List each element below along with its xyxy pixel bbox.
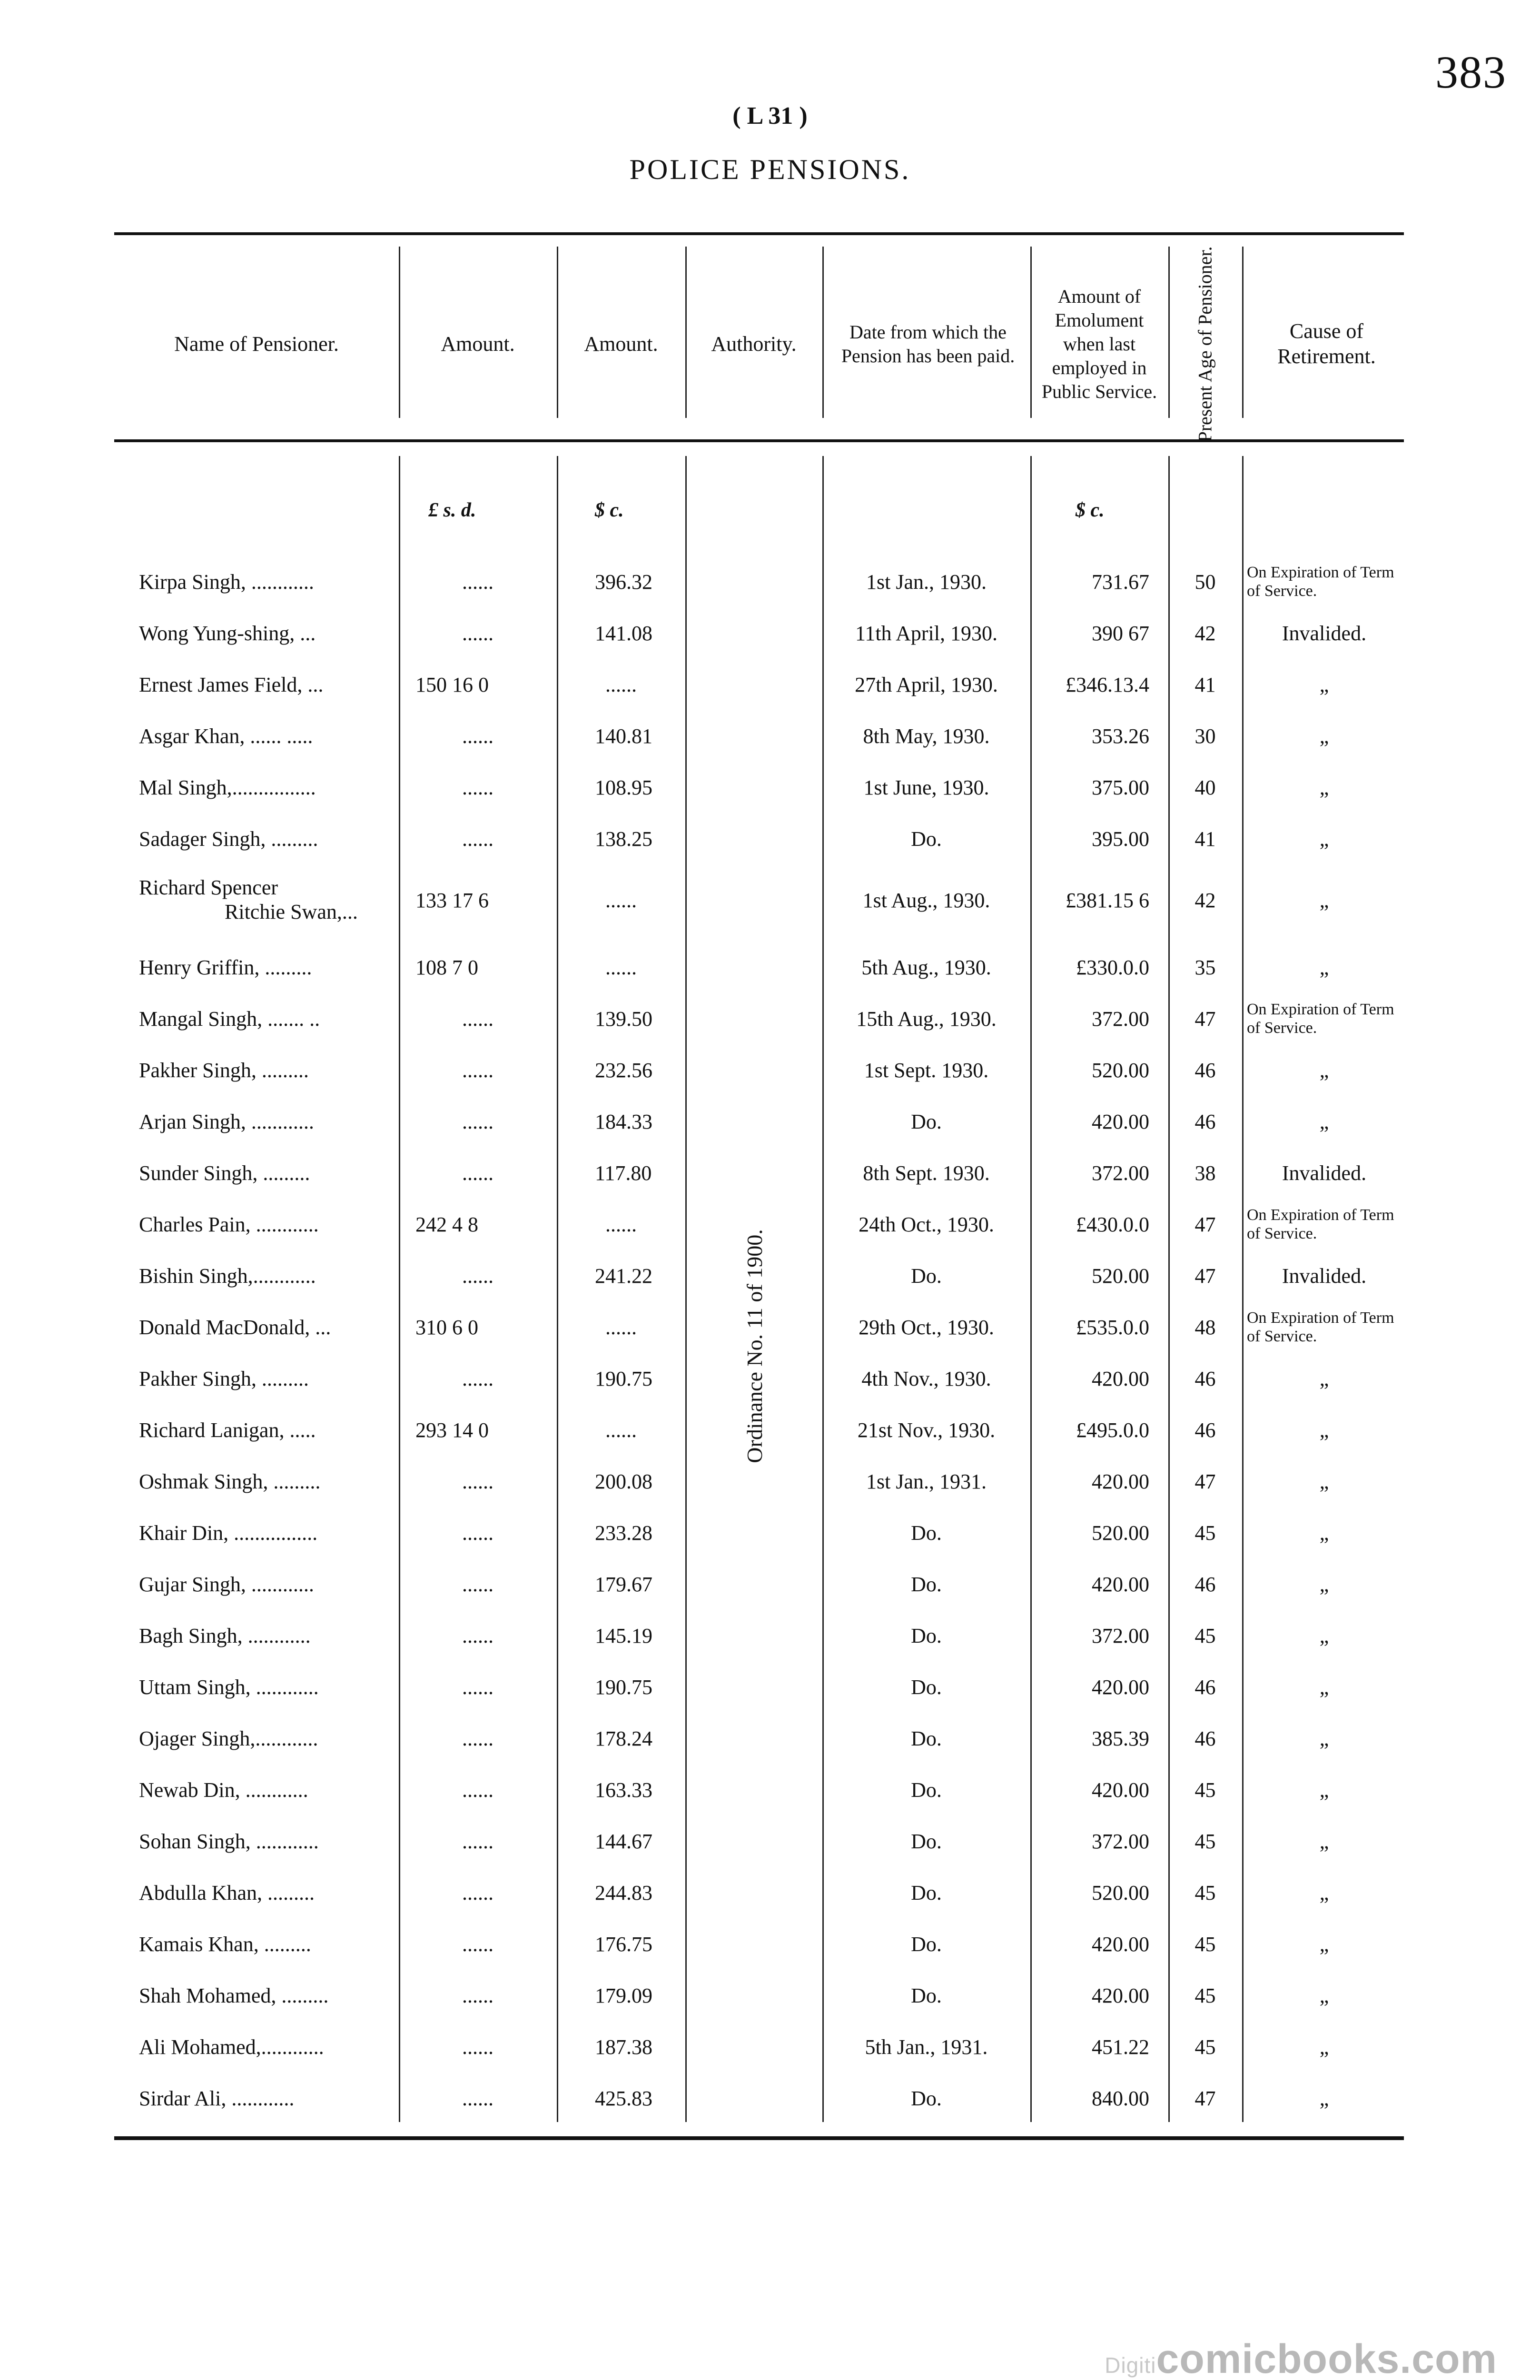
cell-name: Pakher Singh, ......... — [139, 1058, 309, 1082]
cell-name: Kamais Khan, ......... — [139, 1932, 311, 1956]
cell-amount-dollars: ...... — [605, 888, 637, 912]
cell-emolument: 520.00 — [1092, 1881, 1149, 1904]
cell-cause: „ — [1319, 1881, 1329, 1904]
cell-age: 46 — [1194, 1726, 1216, 1750]
cell-cause: Invalided. — [1282, 1161, 1367, 1185]
cell-name: Gujar Singh, ............ — [139, 1572, 314, 1596]
cell-amount-dollars: 241.22 — [595, 1264, 652, 1288]
cell-name: Bagh Singh, ............ — [139, 1624, 311, 1647]
cell-date-paid: Do. — [911, 1572, 942, 1596]
cell-amount-dollars: 117.80 — [595, 1161, 652, 1185]
cell-amount-lsd: 293 14 0 — [415, 1418, 489, 1442]
cell-amount-lsd: 133 17 6 — [415, 888, 489, 912]
cell-date-paid: 1st Jan., 1930. — [866, 570, 987, 594]
table-top-rule — [114, 232, 1404, 235]
cell-date-paid: Do. — [911, 1983, 942, 2007]
cell-amount-lsd: ...... — [462, 2035, 494, 2059]
cell-emolument: £430.0.0 — [1076, 1212, 1149, 1236]
cell-date-paid: 1st Aug., 1930. — [862, 888, 990, 912]
cell-emolument: £535.0.0 — [1076, 1315, 1149, 1339]
cell-date-paid: 4th Nov., 1930. — [861, 1367, 991, 1390]
cell-emolument: 420.00 — [1092, 1675, 1149, 1699]
cell-age: 45 — [1194, 1881, 1216, 1904]
header-amount-lsd: Amount. — [441, 332, 515, 356]
cell-emolument: 372.00 — [1092, 1624, 1149, 1647]
cell-date-paid: Do. — [911, 1264, 942, 1288]
cell-amount-dollars: 425.83 — [595, 2086, 652, 2110]
cell-name: Khair Din, ................ — [139, 1521, 318, 1545]
cell-name: Mangal Singh, ....... .. — [139, 1007, 320, 1031]
cell-cause: „ — [1319, 1367, 1329, 1390]
table-row — [114, 659, 1404, 710]
cell-age: 45 — [1194, 1521, 1216, 1545]
cell-cause: „ — [1319, 1932, 1329, 1956]
cell-emolument: 420.00 — [1092, 1932, 1149, 1956]
cell-cause: „ — [1319, 955, 1329, 979]
cell-emolument: £346.13.4 — [1066, 673, 1149, 696]
table-row — [114, 1404, 1404, 1456]
header-date-paid: Date from which the Pension has been paid. — [841, 321, 1015, 367]
cell-cause: Invalided. — [1282, 621, 1367, 645]
cell-date-paid: Do. — [911, 827, 942, 851]
cell-age: 48 — [1194, 1315, 1216, 1339]
cell-emolument: 520.00 — [1092, 1521, 1149, 1545]
cell-cause: „ — [1319, 1624, 1329, 1647]
cell-date-paid: Do. — [911, 1932, 942, 1956]
cell-amount-lsd: ...... — [462, 1932, 494, 1956]
cell-name: Sadager Singh, ......... — [139, 827, 318, 851]
cell-amount-dollars: 138.25 — [595, 827, 652, 851]
cell-amount-lsd: ...... — [462, 1881, 494, 1904]
cell-emolument: 420.00 — [1092, 1983, 1149, 2007]
cell-amount-lsd: ...... — [462, 1161, 494, 1185]
cell-amount-lsd: ...... — [462, 1469, 494, 1493]
watermark-prefix: Digiti — [1105, 2353, 1156, 2378]
header-cause: Cause of Retirement. — [1277, 319, 1376, 368]
cell-name: Arjan Singh, ............ — [139, 1110, 314, 1133]
cell-emolument: 420.00 — [1092, 1367, 1149, 1390]
cell-age: 45 — [1194, 1829, 1216, 1853]
cell-cause: „ — [1319, 827, 1329, 851]
cell-date-paid: 1st Jan., 1931. — [866, 1469, 987, 1493]
cell-date-paid: Do. — [911, 1624, 942, 1647]
cell-amount-dollars: 139.50 — [595, 1007, 652, 1031]
table-row — [114, 1199, 1404, 1250]
units-dollars: $ c. — [595, 499, 624, 521]
header-name: Name of Pensioner. — [174, 332, 339, 356]
cell-cause: „ — [1319, 1572, 1329, 1596]
cell-age: 46 — [1194, 1418, 1216, 1442]
cell-age: 47 — [1194, 2086, 1216, 2110]
cell-date-paid: 27th April, 1930. — [855, 673, 998, 696]
cell-date-paid: Do. — [911, 2086, 942, 2110]
cell-cause: On Expiration of Term of Service. — [1247, 563, 1394, 600]
cell-cause: „ — [1319, 775, 1329, 799]
cell-amount-lsd: ...... — [462, 1829, 494, 1853]
cell-amount-lsd: 242 4 8 — [415, 1212, 478, 1236]
cell-age: 46 — [1194, 1110, 1216, 1133]
cell-emolument: 375.00 — [1092, 775, 1149, 799]
cell-age: 45 — [1194, 1624, 1216, 1647]
header-amount-dollars: Amount. — [584, 332, 658, 356]
cell-amount-lsd: ...... — [462, 2086, 494, 2110]
table-row — [114, 1301, 1404, 1353]
cell-date-paid: Do. — [911, 1829, 942, 1853]
cell-age: 47 — [1194, 1264, 1216, 1288]
cell-cause: „ — [1319, 1058, 1329, 1082]
cell-amount-lsd: ...... — [462, 1058, 494, 1082]
cell-emolument: 385.39 — [1092, 1726, 1149, 1750]
cell-age: 45 — [1194, 2035, 1216, 2059]
table-row — [114, 1558, 1404, 1610]
table-row — [114, 942, 1404, 993]
cell-name: Mal Singh,................ — [139, 775, 316, 799]
cell-emolument: 372.00 — [1092, 1007, 1149, 1031]
cell-amount-lsd: ...... — [462, 1624, 494, 1647]
cell-cause: On Expiration of Term of Service. — [1247, 1000, 1394, 1037]
header-age-label: Present Age of Pensioner. — [1194, 246, 1216, 442]
cell-name: Shah Mohamed, ......... — [139, 1983, 329, 2007]
cell-age: 42 — [1194, 621, 1216, 645]
cell-date-paid: Do. — [911, 1521, 942, 1545]
cell-date-paid: 5th Jan., 1931. — [865, 2035, 988, 2059]
cell-name: Henry Griffin, ......... — [139, 955, 312, 979]
cell-emolument: 395.00 — [1092, 827, 1149, 851]
table-row — [114, 1918, 1404, 1970]
table-row — [114, 1456, 1404, 1507]
page-number: 383 — [1435, 47, 1507, 98]
cell-name: Ali Mohamed,............ — [139, 2035, 324, 2059]
cell-age: 45 — [1194, 1932, 1216, 1956]
cell-date-paid: 21st Nov., 1930. — [857, 1418, 996, 1442]
cell-amount-dollars: 232.56 — [595, 1058, 652, 1082]
cell-amount-dollars: ...... — [605, 673, 637, 696]
cell-cause: Invalided. — [1282, 1264, 1367, 1288]
cell-cause: „ — [1319, 2035, 1329, 2059]
cell-name: Ojager Singh,............ — [139, 1726, 318, 1750]
table-row — [114, 2073, 1404, 2124]
cell-age: 46 — [1194, 1367, 1216, 1390]
cell-name: Kirpa Singh, ............ — [139, 570, 314, 594]
cell-amount-dollars: 140.81 — [595, 724, 652, 748]
cell-cause: „ — [1319, 1110, 1329, 1133]
cell-cause: „ — [1319, 1521, 1329, 1545]
table-row — [114, 607, 1404, 659]
cell-name: Sohan Singh, ............ — [139, 1829, 319, 1853]
cell-emolument: 451.22 — [1092, 2035, 1149, 2059]
cell-amount-lsd: ...... — [462, 775, 494, 799]
cell-emolument: 353.26 — [1092, 724, 1149, 748]
cell-date-paid: 1st Sept. 1930. — [864, 1058, 989, 1082]
cell-age: 40 — [1194, 775, 1216, 799]
cell-age: 50 — [1194, 570, 1216, 594]
table-row — [114, 1815, 1404, 1867]
cell-emolument: 372.00 — [1092, 1829, 1149, 1853]
cell-cause: „ — [1319, 1778, 1329, 1802]
cell-date-paid: 11th April, 1930. — [855, 621, 998, 645]
cell-amount-lsd: ...... — [462, 1778, 494, 1802]
cell-amount-lsd: ...... — [462, 1007, 494, 1031]
section-code: ( L 31 ) — [732, 102, 808, 129]
cell-cause: „ — [1319, 2086, 1329, 2110]
cell-date-paid: Do. — [911, 1778, 942, 1802]
table-row — [114, 1713, 1404, 1764]
cell-age: 47 — [1194, 1212, 1216, 1236]
cell-cause: „ — [1319, 888, 1329, 912]
cell-amount-dollars: 179.67 — [595, 1572, 652, 1596]
cell-amount-dollars: 179.09 — [595, 1983, 652, 2007]
cell-amount-dollars: 176.75 — [595, 1932, 652, 1956]
cell-amount-lsd: ...... — [462, 1726, 494, 1750]
cell-amount-dollars: 163.33 — [595, 1778, 652, 1802]
table-row — [114, 1970, 1404, 2021]
cell-date-paid: 5th Aug., 1930. — [861, 955, 991, 979]
cell-amount-lsd: ...... — [462, 1264, 494, 1288]
cell-amount-lsd: ...... — [462, 1110, 494, 1133]
cell-name: Uttam Singh, ............ — [139, 1675, 319, 1699]
cell-date-paid: Do. — [911, 1726, 942, 1750]
table-row — [114, 1147, 1404, 1199]
cell-amount-dollars: 396.32 — [595, 570, 652, 594]
cell-cause: „ — [1319, 1675, 1329, 1699]
cell-name: Charles Pain, ............ — [139, 1212, 319, 1236]
header-emolument: Amount of Emolument when last employed in Public Service. — [1041, 286, 1157, 402]
cell-amount-lsd: ...... — [462, 827, 494, 851]
cell-amount-lsd: 310 6 0 — [415, 1315, 478, 1339]
cell-amount-lsd: ...... — [462, 1983, 494, 2007]
cell-cause: „ — [1319, 1983, 1329, 2007]
cell-emolument: 840.00 — [1092, 2086, 1149, 2110]
cell-cause: „ — [1319, 1726, 1329, 1750]
units-emolument: $ c. — [1076, 499, 1105, 521]
table-row — [114, 813, 1404, 864]
cell-date-paid: 24th Oct., 1930. — [859, 1212, 994, 1236]
cell-age: 41 — [1194, 673, 1216, 696]
cell-name: Abdulla Khan, ......... — [139, 1881, 315, 1904]
cell-date-paid: 1st June, 1930. — [863, 775, 989, 799]
cell-amount-dollars: ...... — [605, 1418, 637, 1442]
cell-amount-lsd: ...... — [462, 1675, 494, 1699]
cell-age: 41 — [1194, 827, 1216, 851]
cell-amount-lsd: ...... — [462, 724, 494, 748]
cell-amount-lsd: 150 16 0 — [415, 673, 489, 696]
cell-amount-dollars: 233.28 — [595, 1521, 652, 1545]
page-title: POLICE PENSIONS. — [629, 154, 911, 185]
cell-emolument: £381.15 6 — [1066, 888, 1149, 912]
watermark — [1105, 2336, 1497, 2380]
cell-amount-dollars: 200.08 — [595, 1469, 652, 1493]
cell-date-paid: Do. — [911, 1675, 942, 1699]
cell-emolument: 731.67 — [1092, 570, 1149, 594]
cell-cause: „ — [1319, 724, 1329, 748]
watermark-text: comicbooks.com — [1156, 2336, 1497, 2380]
header-authority: Authority. — [711, 332, 797, 356]
cell-cause: „ — [1319, 1469, 1329, 1493]
cell-amount-dollars: 144.67 — [595, 1829, 652, 1853]
cell-amount-lsd: 108 7 0 — [415, 955, 478, 979]
authority-vertical-text: Ordinance No. 11 of 1900. — [742, 1229, 767, 1463]
table-row — [114, 1610, 1404, 1661]
cell-emolument: £495.0.0 — [1076, 1418, 1149, 1442]
cell-age: 30 — [1194, 724, 1216, 748]
cell-name: Sirdar Ali, ............ — [139, 2086, 295, 2110]
cell-emolument: 372.00 — [1092, 1161, 1149, 1185]
cell-age: 47 — [1194, 1469, 1216, 1493]
cell-amount-dollars: 108.95 — [595, 775, 652, 799]
table-row — [114, 1661, 1404, 1713]
table-row — [114, 993, 1404, 1044]
cell-cause: „ — [1319, 1418, 1329, 1442]
cell-amount-lsd: ...... — [462, 570, 494, 594]
cell-age: 42 — [1194, 888, 1216, 912]
cell-emolument: 520.00 — [1092, 1264, 1149, 1288]
cell-emolument: 390 67 — [1092, 621, 1149, 645]
cell-age: 46 — [1194, 1058, 1216, 1082]
table-row — [114, 556, 1404, 607]
cell-emolument: 420.00 — [1092, 1110, 1149, 1133]
cell-amount-dollars: 178.24 — [595, 1726, 652, 1750]
cell-name: Bishin Singh,............ — [139, 1264, 316, 1288]
cell-cause: On Expiration of Term of Service. — [1247, 1309, 1394, 1345]
cell-name: Oshmak Singh, ......... — [139, 1469, 321, 1493]
cell-emolument: 420.00 — [1092, 1469, 1149, 1493]
table-row — [114, 1867, 1404, 1918]
cell-age: 35 — [1194, 955, 1216, 979]
cell-amount-dollars: 184.33 — [595, 1110, 652, 1133]
cell-name-line2: Ritchie Swan,... — [225, 900, 358, 923]
cell-amount-lsd: ...... — [462, 1572, 494, 1596]
cell-amount-dollars: ...... — [605, 1315, 637, 1339]
cell-date-paid: Do. — [911, 1110, 942, 1133]
table-row — [114, 2021, 1404, 2073]
cell-age: 46 — [1194, 1572, 1216, 1596]
cell-amount-dollars: ...... — [605, 955, 637, 979]
table-row — [114, 864, 1404, 936]
cell-emolument: 420.00 — [1092, 1778, 1149, 1802]
table-row — [114, 1764, 1404, 1815]
cell-age: 47 — [1194, 1007, 1216, 1031]
table-row — [114, 1250, 1404, 1301]
cell-name: Ernest James Field, ... — [139, 673, 324, 696]
table-row — [114, 710, 1404, 762]
cell-amount-dollars: 141.08 — [595, 621, 652, 645]
cell-amount-dollars: ...... — [605, 1212, 637, 1236]
cell-name: Sunder Singh, ......... — [139, 1161, 310, 1185]
cell-date-paid: 15th Aug., 1930. — [856, 1007, 997, 1031]
cell-name: Newab Din, ............ — [139, 1778, 308, 1802]
cell-name: Richard Lanigan, ..... — [139, 1418, 316, 1442]
cell-emolument: £330.0.0 — [1076, 955, 1149, 979]
cell-emolument: 520.00 — [1092, 1058, 1149, 1082]
cell-cause: On Expiration of Term of Service. — [1247, 1206, 1394, 1242]
table-row — [114, 1044, 1404, 1096]
cell-cause: „ — [1319, 1829, 1329, 1853]
cell-name: Donald MacDonald, ... — [139, 1315, 331, 1339]
table-row — [114, 1353, 1404, 1404]
cell-cause: „ — [1319, 673, 1329, 696]
header-age — [1168, 246, 1242, 442]
cell-amount-dollars: 145.19 — [595, 1624, 652, 1647]
table-row — [114, 762, 1404, 813]
cell-amount-lsd: ...... — [462, 1521, 494, 1545]
cell-amount-dollars: 187.38 — [595, 2035, 652, 2059]
cell-emolument: 420.00 — [1092, 1572, 1149, 1596]
cell-name: Wong Yung-shing, ... — [139, 621, 316, 645]
cell-amount-lsd: ...... — [462, 1367, 494, 1390]
cell-date-paid: 29th Oct., 1930. — [859, 1315, 994, 1339]
cell-name: Pakher Singh, ......... — [139, 1367, 309, 1390]
cell-age: 45 — [1194, 1983, 1216, 2007]
cell-age: 46 — [1194, 1675, 1216, 1699]
cell-amount-dollars: 190.75 — [595, 1675, 652, 1699]
cell-date-paid: Do. — [911, 1881, 942, 1904]
units-lsd: £ s. d. — [428, 499, 476, 521]
cell-age: 45 — [1194, 1778, 1216, 1802]
cell-amount-dollars: 244.83 — [595, 1881, 652, 1904]
cell-age: 38 — [1194, 1161, 1216, 1185]
table-bottom-rule — [114, 2136, 1404, 2140]
cell-amount-dollars: 190.75 — [595, 1367, 652, 1390]
cell-amount-lsd: ...... — [462, 621, 494, 645]
cell-date-paid: 8th Sept. 1930. — [863, 1161, 990, 1185]
cell-date-paid: 8th May, 1930. — [863, 724, 990, 748]
table-row — [114, 1507, 1404, 1558]
table-row — [114, 1096, 1404, 1147]
cell-name-line1: Richard Spencer — [139, 876, 278, 900]
cell-name: Asgar Khan, ...... ..... — [139, 724, 313, 748]
